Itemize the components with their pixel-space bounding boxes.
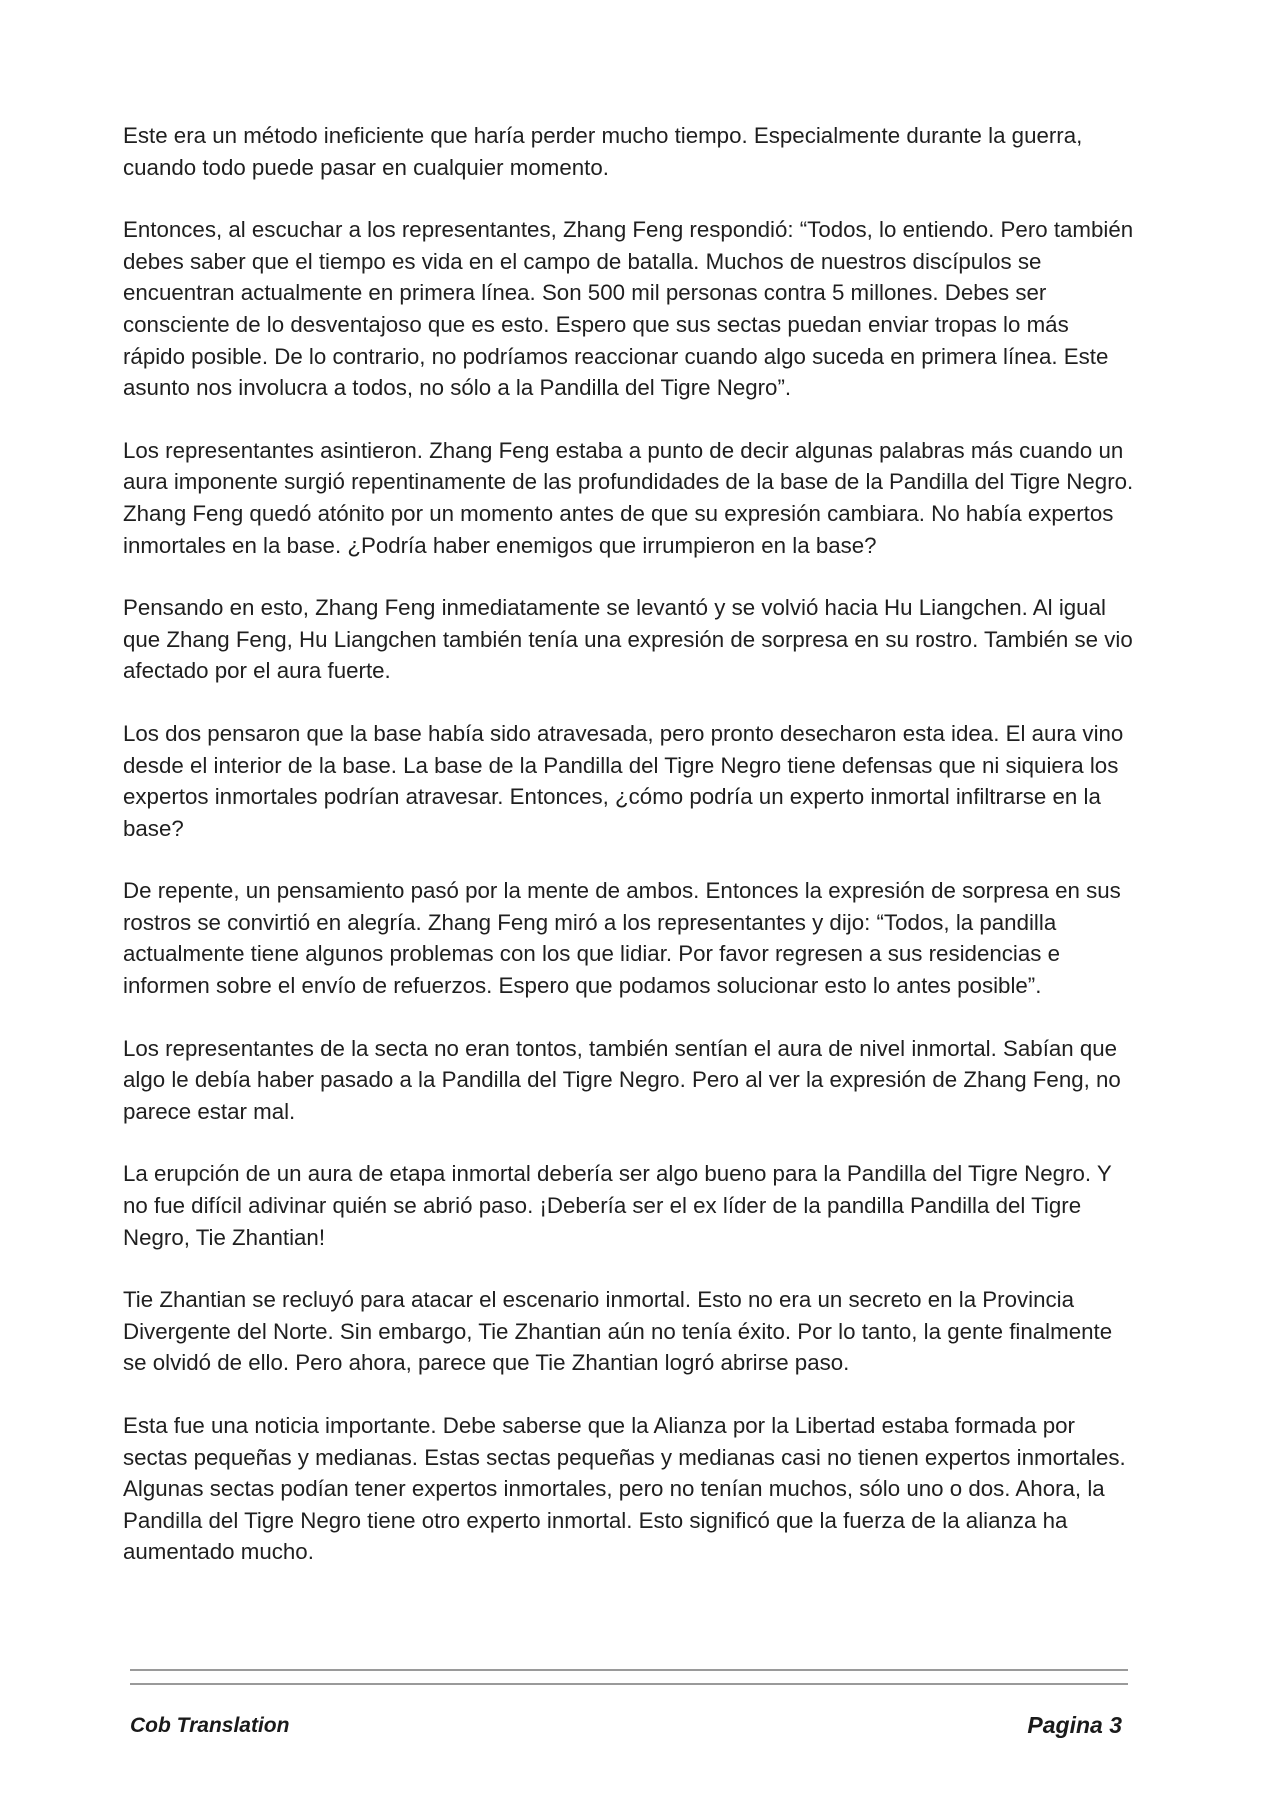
paragraph: Esta fue una noticia importante. Debe saberse que la Alianza por la Libertad estaba formada por sectas pequeñas y medianas. Estas sectas pequeñas y medianas casi no tienen expertos inmortales. Algunas sectas podían tener expertos inmortales, pero no tenían muchos, sólo uno o dos. Ahora, la Pandilla del Tigre Negro tiene otro experto inmortal. Esto significó que la fuerza de la alianza ha aumentado mucho. bbox=[123, 1413, 1126, 1565]
paragraph: Tie Zhantian se recluyó para atacar el escenario inmortal. Esto no era un secreto en la Provincia Divergente del Norte. Sin embargo, Tie Zhantian aún no tenía éxito. Por lo tanto, la gente finalmente se olvidó de ello. Pero ahora, parece que Tie Zhantian logró abrirse paso. bbox=[123, 1287, 1113, 1376]
footer-translator-credit: Cob Translation bbox=[130, 1714, 290, 1737]
footer-page-number: Pagina 3 bbox=[1027, 1712, 1122, 1738]
paragraph: La erupción de un aura de etapa inmortal debería ser algo bueno para la Pandilla del Tigre Negro. Y no fue difícil adivinar quién se abrió paso. ¡Debería ser el ex líder de la pandilla Pandilla del Tigre Negro, Tie Zhantian! bbox=[123, 1161, 1112, 1250]
paragraph: Los representantes de la secta no eran tontos, también sentían el aura de nivel inmortal. Sabían que algo le debía haber pasado a la Pandilla del Tigre Negro. Pero al ver la expresión de Zhang Feng, no parece estar mal. bbox=[123, 1035, 1121, 1124]
footer-divider bbox=[130, 1669, 1128, 1687]
paragraph: Los dos pensaron que la base había sido atravesada, pero pronto desecharon esta idea. El aura vino desde el interior de la base. La base de la Pandilla del Tigre Negro tiene defensas que ni siquiera los expertos inmortales podrían atravesar. Entonces, ¿cómo podría un experto inmortal infiltrarse en la base? bbox=[123, 720, 1124, 841]
footer-rule-bottom bbox=[130, 1683, 1128, 1685]
paragraph: Pensando en esto, Zhang Feng inmediatamente se levantó y se volvió hacia Hu Liangchen. Al igual que Zhang Feng, Hu Liangchen también tenía una expresión de sorpresa en su rostro. También se vio afectado por el aura fuerte. bbox=[123, 595, 1133, 684]
paragraph: Entonces, al escuchar a los representantes, Zhang Feng respondió: “Todos, lo entiendo. Pero también debes saber que el tiempo es vida en el campo de batalla. Muchos de nuestros discípulos se encuentran actualmente en primera línea. Son 500 mil personas contra 5 millones. Debes ser consciente de lo desventajoso que es esto. Espero que sus sectas puedan enviar tropas lo más rápido posible. De lo contrario, no podríamos reaccionar cuando algo suceda en primera línea. Este asunto nos involucra a todos, no sólo a la Pandilla del Tigre Negro”. bbox=[123, 217, 1134, 401]
footer-rule-top bbox=[130, 1669, 1128, 1671]
paragraph: De repente, un pensamiento pasó por la mente de ambos. Entonces la expresión de sorpresa en sus rostros se convirtió en alegría. Zhang Feng miró a los representantes y dijo: “Todos, la pandilla actualmente tiene algunos problemas con los que lidiar. Por favor regresen a sus residencias e informen sobre el envío de refuerzos. Espero que podamos solucionar esto lo antes posible”. bbox=[123, 878, 1121, 999]
paragraph: Los representantes asintieron. Zhang Feng estaba a punto de decir algunas palabras más cuando un aura imponente surgió repentinamente de las profundidades de la base de la Pandilla del Tigre Negro. Zhang Feng quedó atónito por un momento antes de que su expresión cambiara. No había expertos inmortales en la base. ¿Podría haber enemigos que irrumpieron en la base? bbox=[123, 437, 1134, 558]
paragraph: Este era un método ineficiente que haría perder mucho tiempo. Especialmente durante la guerra, cuando todo puede pasar en cualquier momento. bbox=[123, 123, 1083, 180]
page-body bbox=[123, 120, 1135, 1599]
